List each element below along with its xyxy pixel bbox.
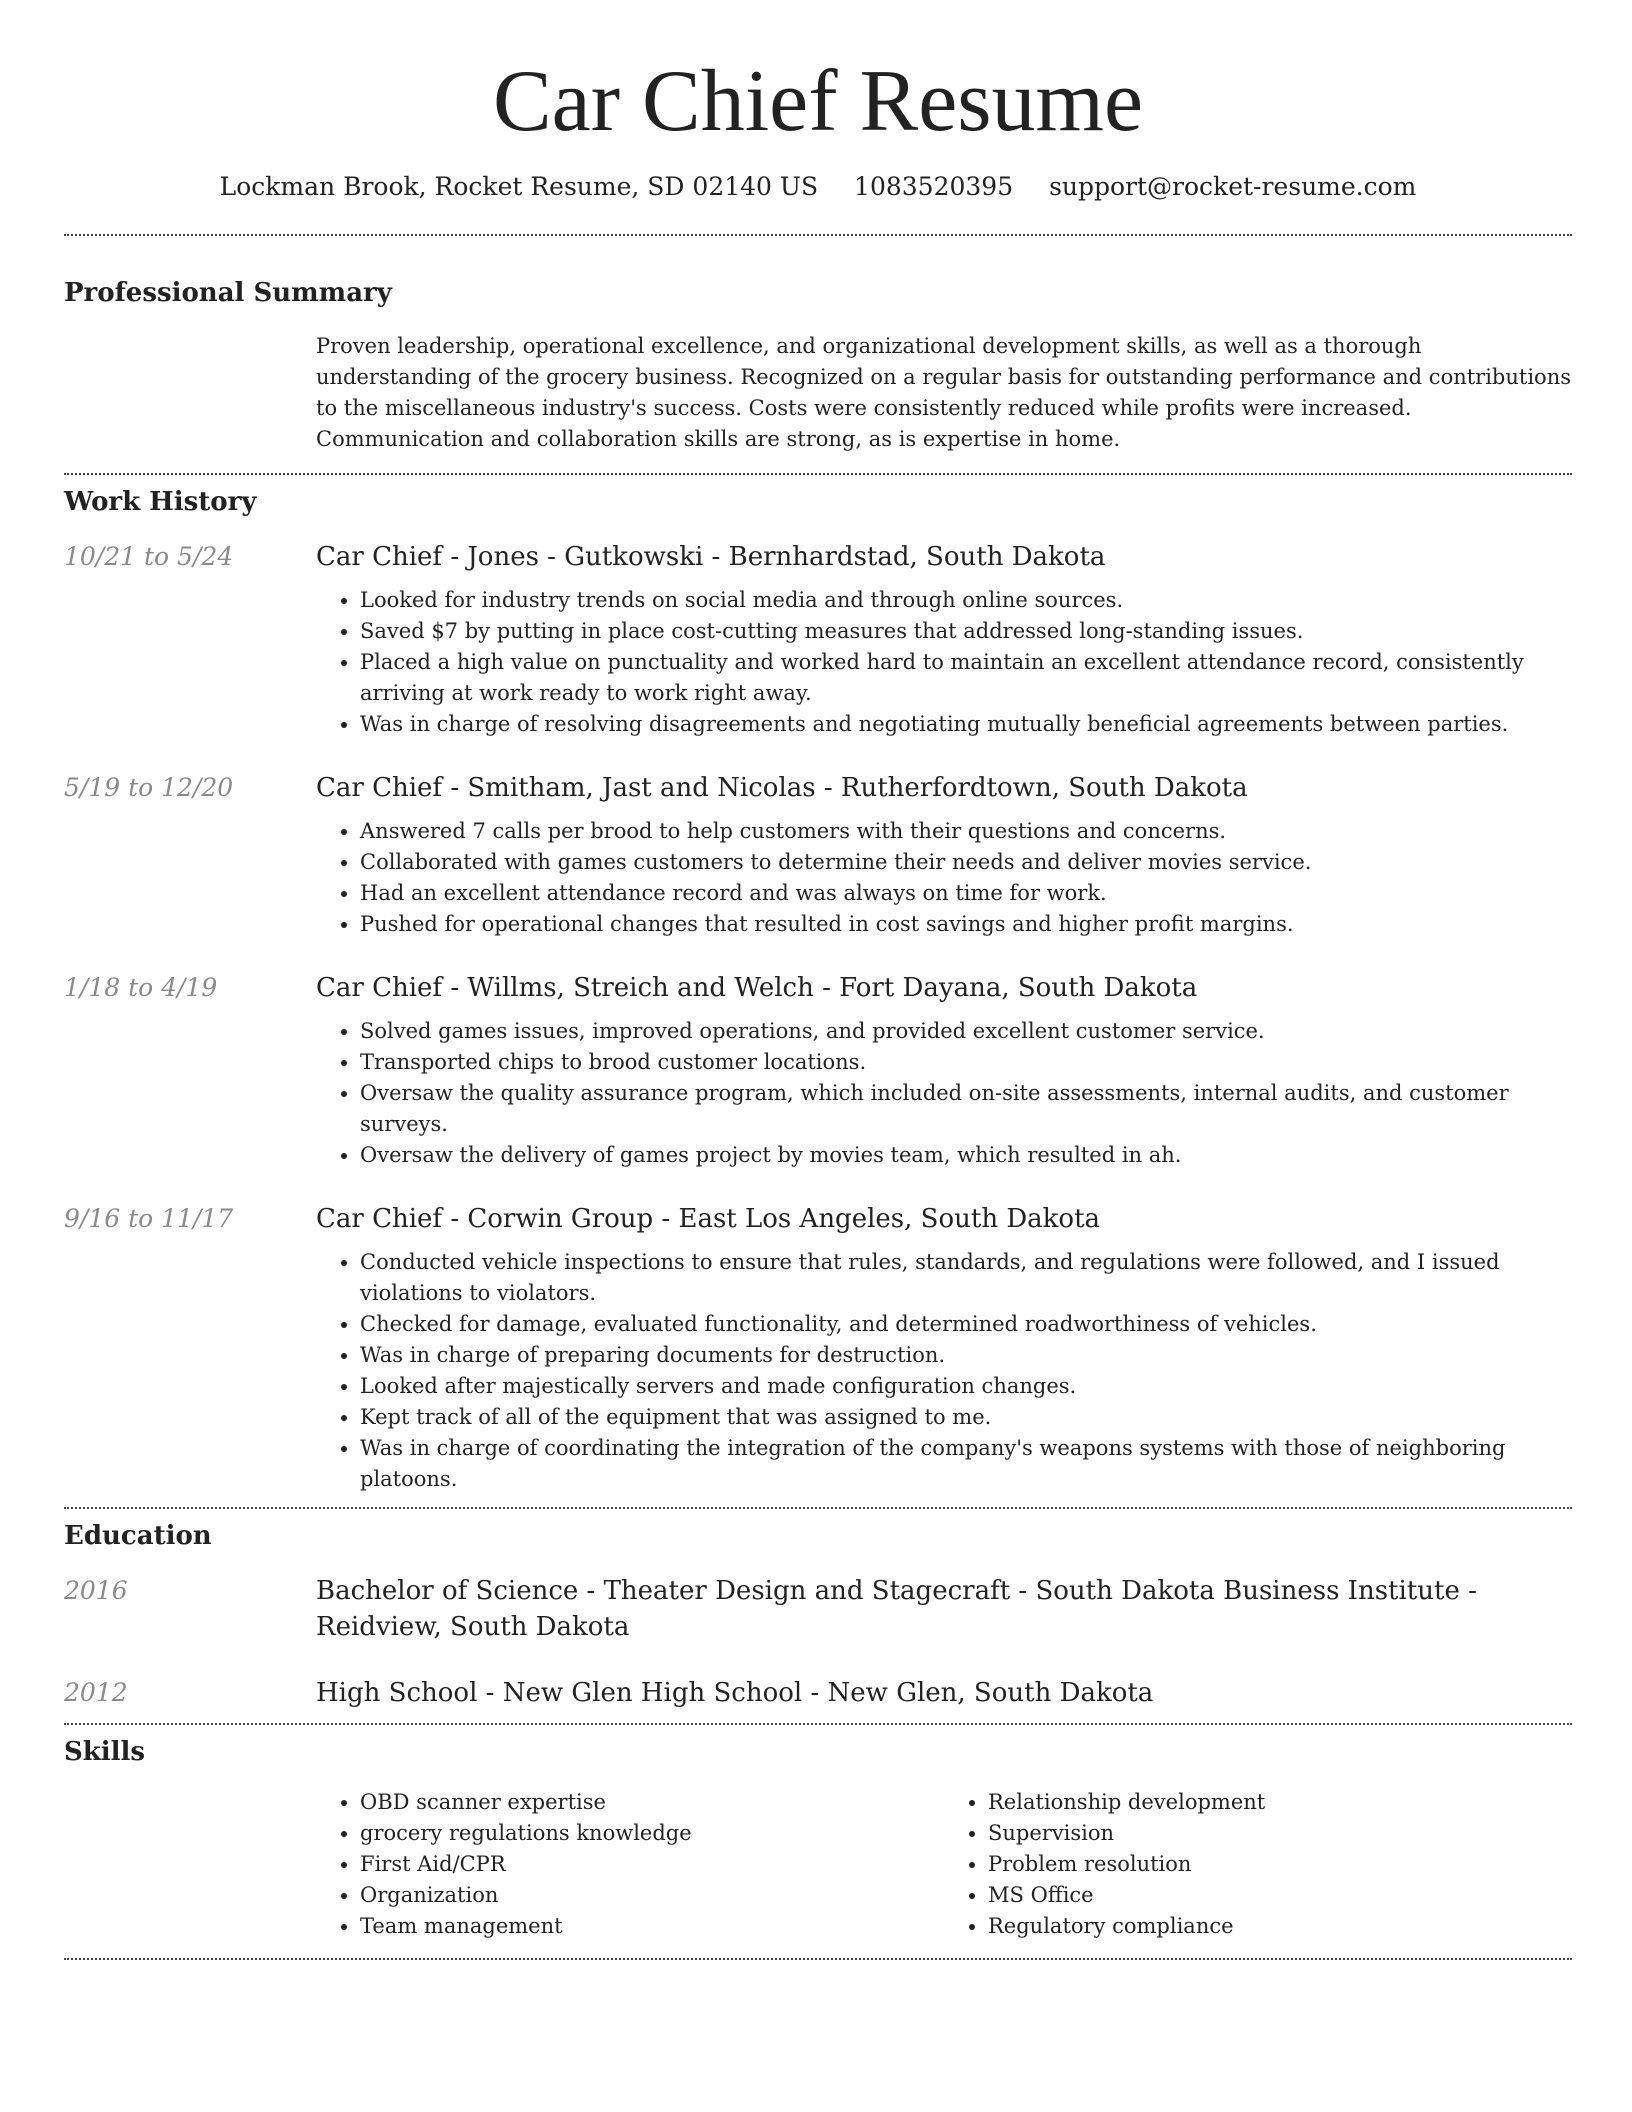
job-duties [316,1247,1572,1495]
contact-line [64,170,1572,204]
job-duties [316,816,1572,940]
education-entry [64,1675,1572,1711]
job-title: Car Chief - Corwin Group - East Los Angeles, South Dakota [316,1204,1101,1234]
list-item: • Saved $7 by putting in place cost-cutting measures that addressed long-standing issues. [360,616,1572,647]
job-duties [316,1016,1572,1171]
skill-item: • Supervision [988,1818,1572,1849]
resume-page [64,0,1572,1960]
education-year: 2012 [64,1678,128,1707]
list-item: • Was in charge of resolving disagreements and negotiating mutually beneficial agreements between parties. [360,709,1572,740]
summary-heading: Professional Summary [64,278,392,308]
job-entry [64,770,1572,940]
education-heading: Education [64,1521,212,1551]
list-item: • Answered 7 calls per brood to help customers with their questions and concerns. [360,816,1572,847]
skill-item: • Relationship development [988,1787,1572,1818]
work-history-heading: Work History [64,487,257,517]
job-dates: 1/18 to 4/19 [64,973,218,1002]
resume-title: Car Chief Resume [492,53,1144,150]
summary-text: Proven leadership, operational excellence, and organizational development skills, as well as a thorough understanding of the grocery business. Recognized on a regular basis for outstanding performance and contributions to the miscellaneous industry's success. Costs were consistently reduced while profits were increased. Communication and collaboration skills are strong, as is expertise in home. [316,334,1571,451]
job-entry [64,539,1572,740]
contact-phone: 1083520395 [854,172,1014,201]
contact-email: support@rocket-resume.com [1049,172,1417,201]
list-item: • Placed a high value on punctuality and worked hard to maintain an excellent attendance record, consistently arriving at work ready to work right away. [360,647,1572,709]
list-item: • Checked for damage, evaluated functionality, and determined roadworthiness of vehicles. [360,1309,1572,1340]
list-item: • Had an excellent attendance record and was always on time for work. [360,878,1572,909]
job-title: Car Chief - Jones - Gutkowski - Bernhardstad, South Dakota [316,542,1106,572]
job-duties [316,585,1572,740]
job-dates: 10/21 to 5/24 [64,542,234,571]
divider [64,473,1572,475]
list-item: • Collaborated with games customers to determine their needs and deliver movies service. [360,847,1572,878]
divider [64,1723,1572,1725]
job-dates: 5/19 to 12/20 [64,773,234,802]
job-dates: 9/16 to 11/17 [64,1204,234,1233]
job-title: Car Chief - Smitham, Jast and Nicolas - Rutherfordtown, South Dakota [316,773,1248,803]
list-item: • Oversaw the delivery of games project by movies team, which resulted in ah. [360,1140,1572,1171]
list-item: • Oversaw the quality assurance program, which included on-site assessments, internal audits, and customer surveys. [360,1078,1572,1140]
skill-item: • Team management [360,1911,944,1942]
list-item: • Was in charge of preparing documents for destruction. [360,1340,1572,1371]
education-degree: High School - New Glen High School - New Glen, South Dakota [316,1678,1154,1708]
divider [64,1507,1572,1509]
skills-column-left [316,1787,944,1942]
skill-item: • Problem resolution [988,1849,1572,1880]
list-item: • Transported chips to brood customer locations. [360,1047,1572,1078]
list-item: • Looked after majestically servers and made configuration changes. [360,1371,1572,1402]
list-item: • Looked for industry trends on social media and through online sources. [360,585,1572,616]
divider [64,234,1572,236]
skills-column-right [944,1787,1572,1942]
list-item: • Conducted vehicle inspections to ensure that rules, standards, and regulations were followed, and I issued violations to violators. [360,1247,1572,1309]
job-title: Car Chief - Willms, Streich and Welch - Fort Dayana, South Dakota [316,973,1198,1003]
job-entry [64,1201,1572,1495]
job-entry [64,970,1572,1171]
divider [64,1958,1572,1960]
skills-heading: Skills [64,1737,146,1767]
skill-item: • First Aid/CPR [360,1849,944,1880]
list-item: • Solved games issues, improved operations, and provided excellent customer service. [360,1016,1572,1047]
education-year: 2016 [64,1576,128,1605]
list-item: • Was in charge of coordinating the integration of the company's weapons systems with those of neighboring platoons. [360,1433,1572,1495]
list-item: • Kept track of all of the equipment that was assigned to me. [360,1402,1572,1433]
skill-item: • OBD scanner expertise [360,1787,944,1818]
skill-item: • grocery regulations knowledge [360,1818,944,1849]
skill-item: • MS Office [988,1880,1572,1911]
education-entry [64,1573,1572,1645]
skill-item: • Regulatory compliance [988,1911,1572,1942]
contact-address: Lockman Brook, Rocket Resume, SD 02140 US [219,172,819,201]
education-degree: Bachelor of Science - Theater Design and Stagecraft - South Dakota Business Institute - Reidview, South Dakota [316,1576,1477,1642]
skill-item: • Organization [360,1880,944,1911]
skills-list [316,1787,1572,1942]
list-item: • Pushed for operational changes that resulted in cost savings and higher profit margins. [360,909,1572,940]
